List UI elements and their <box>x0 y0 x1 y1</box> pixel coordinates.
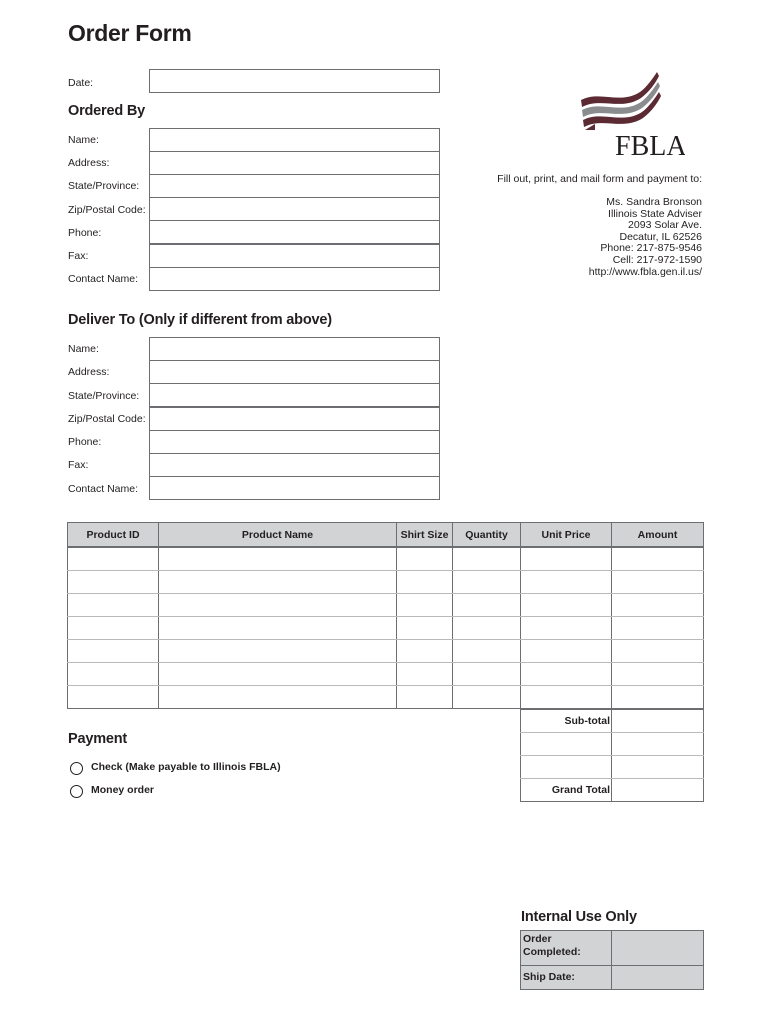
ordered-by-phone-label: Phone: <box>68 227 102 239</box>
quantity-cell[interactable] <box>453 594 521 617</box>
product-id-cell[interactable] <box>68 594 159 617</box>
mail-intro: Fill out, print, and mail form and payment to: <box>497 173 702 185</box>
mail-line: Cell: 217-972-1590 <box>612 253 702 266</box>
check-radio[interactable] <box>70 762 83 775</box>
product-id-cell[interactable] <box>68 547 159 571</box>
ordered-by-contact-field[interactable] <box>149 267 440 291</box>
subtotal-field[interactable] <box>612 710 704 733</box>
column-header-unit-price: Unit Price <box>521 523 612 548</box>
table-row <box>68 617 704 640</box>
order-completed-field[interactable] <box>612 931 704 966</box>
product-name-cell[interactable] <box>159 686 397 709</box>
tax-field[interactable] <box>612 733 704 756</box>
unit-price-cell[interactable] <box>521 686 612 709</box>
amount-cell[interactable] <box>612 594 704 617</box>
table-row <box>68 640 704 663</box>
amount-cell[interactable] <box>612 663 704 686</box>
shirt-size-cell[interactable] <box>397 571 453 594</box>
internal-use-table <box>520 930 704 990</box>
deliver-to-name-label: Name: <box>68 343 99 355</box>
product-id-cell[interactable] <box>68 617 159 640</box>
deliver-to-contact-field[interactable] <box>149 476 440 500</box>
shirt-size-cell[interactable] <box>397 594 453 617</box>
flag-icon <box>575 70 685 160</box>
shirt-size-cell[interactable] <box>397 617 453 640</box>
table-row <box>68 663 704 686</box>
product-name-cell[interactable] <box>159 547 397 571</box>
unit-price-cell[interactable] <box>521 547 612 571</box>
mail-line: Phone: 217-875-9546 <box>600 242 702 255</box>
product-table <box>67 522 704 709</box>
date-label: Date: <box>68 77 94 89</box>
ordered-by-state-field[interactable] <box>149 174 440 198</box>
amount-cell[interactable] <box>612 571 704 594</box>
ordered-by-state-label: State/Province: <box>68 180 140 192</box>
column-header-amount: Amount <box>612 523 704 548</box>
shirt-size-cell[interactable] <box>397 547 453 571</box>
tax-label <box>521 733 612 756</box>
shipping-field[interactable] <box>612 756 704 779</box>
column-header-product-name: Product Name <box>159 523 397 548</box>
deliver-to-name-field[interactable] <box>149 337 440 361</box>
mail-line: Ms. Sandra Bronson <box>606 196 702 208</box>
unit-price-cell[interactable] <box>521 571 612 594</box>
deliver-to-contact-label: Contact Name: <box>68 483 139 495</box>
product-name-cell[interactable] <box>159 640 397 663</box>
check-option-label: Check (Make payable to Illinois FBLA) <box>91 761 281 773</box>
table-row <box>68 594 704 617</box>
quantity-cell[interactable] <box>453 617 521 640</box>
quantity-cell[interactable] <box>453 571 521 594</box>
product-id-cell[interactable] <box>68 686 159 709</box>
fbla-logo <box>575 70 685 160</box>
deliver-to-fax-label: Fax: <box>68 459 89 471</box>
amount-cell[interactable] <box>612 686 704 709</box>
product-id-cell[interactable] <box>68 571 159 594</box>
product-table-header <box>68 523 704 548</box>
unit-price-cell[interactable] <box>521 594 612 617</box>
grand-total-label: Grand Total <box>521 779 612 802</box>
quantity-cell[interactable] <box>453 686 521 709</box>
mail-line: Illinois State Adviser <box>608 207 702 220</box>
ordered-by-fax-label: Fax: <box>68 250 89 262</box>
money-order-option-label: Money order <box>91 784 155 796</box>
deliver-to-address-field[interactable] <box>149 360 440 384</box>
shirt-size-cell[interactable] <box>397 640 453 663</box>
unit-price-cell[interactable] <box>521 640 612 663</box>
unit-price-cell[interactable] <box>521 663 612 686</box>
column-header-product-id: Product ID <box>68 523 159 548</box>
subtotal-label: Sub-total <box>521 710 612 733</box>
product-name-cell[interactable] <box>159 617 397 640</box>
ordered-by-phone-field[interactable] <box>149 220 440 244</box>
shirt-size-cell[interactable] <box>397 663 453 686</box>
date-field[interactable] <box>149 69 440 93</box>
ordered-by-address-label: Address: <box>68 157 110 169</box>
page-title: Order Form <box>68 20 192 46</box>
deliver-to-zip-field[interactable] <box>149 407 440 431</box>
ship-date-label: Ship Date: <box>521 966 612 990</box>
ordered-by-fax-field[interactable] <box>149 244 440 268</box>
amount-cell[interactable] <box>612 547 704 571</box>
ordered-by-address-field[interactable] <box>149 151 440 175</box>
table-row <box>68 547 704 571</box>
deliver-to-fax-field[interactable] <box>149 453 440 477</box>
ordered-by-zip-label: Zip/Postal Code: <box>68 204 146 216</box>
quantity-cell[interactable] <box>453 640 521 663</box>
order-completed-label: Order Completed: <box>521 931 612 966</box>
deliver-to-phone-label: Phone: <box>68 436 102 448</box>
mail-url-link[interactable]: http://www.fbla.gen.il.us/ <box>588 265 702 278</box>
amount-cell[interactable] <box>612 617 704 640</box>
grand-total-field[interactable] <box>612 779 704 802</box>
ordered-by-name-field[interactable] <box>149 128 440 152</box>
amount-cell[interactable] <box>612 640 704 663</box>
logo-text: FBLA <box>615 131 685 160</box>
ordered-by-zip-field[interactable] <box>149 197 440 221</box>
deliver-to-state-label: State/Province: <box>68 390 140 402</box>
unit-price-cell[interactable] <box>521 617 612 640</box>
deliver-to-zip-label: Zip/Postal Code: <box>68 413 146 425</box>
deliver-to-heading: Deliver To (Only if different from above) <box>68 312 332 328</box>
table-row <box>68 571 704 594</box>
product-name-cell[interactable] <box>159 663 397 686</box>
mail-line: Decatur, IL 62526 <box>619 230 702 243</box>
mail-line: 2093 Solar Ave. <box>628 219 702 232</box>
money-order-radio[interactable] <box>70 785 83 798</box>
payment-heading: Payment <box>68 731 128 747</box>
product-id-cell[interactable] <box>68 663 159 686</box>
ordered-by-name-label: Name: <box>68 134 99 146</box>
deliver-to-phone-field[interactable] <box>149 430 440 454</box>
ship-date-field[interactable] <box>612 966 704 990</box>
product-id-cell[interactable] <box>68 640 159 663</box>
deliver-to-state-field[interactable] <box>149 383 440 407</box>
product-name-cell[interactable] <box>159 571 397 594</box>
ordered-by-heading: Ordered By <box>68 103 145 119</box>
table-row <box>68 686 704 709</box>
product-name-cell[interactable] <box>159 594 397 617</box>
mail-address-block <box>589 197 702 278</box>
shirt-size-cell[interactable] <box>397 686 453 709</box>
shipping-label <box>521 756 612 779</box>
totals-table <box>520 709 704 802</box>
internal-use-heading: Internal Use Only <box>521 909 637 925</box>
quantity-cell[interactable] <box>453 663 521 686</box>
column-header-quantity: Quantity <box>453 523 521 548</box>
column-header-shirt-size: Shirt Size <box>397 523 453 548</box>
deliver-to-address-label: Address: <box>68 366 110 378</box>
ordered-by-contact-label: Contact Name: <box>68 273 139 285</box>
quantity-cell[interactable] <box>453 547 521 571</box>
